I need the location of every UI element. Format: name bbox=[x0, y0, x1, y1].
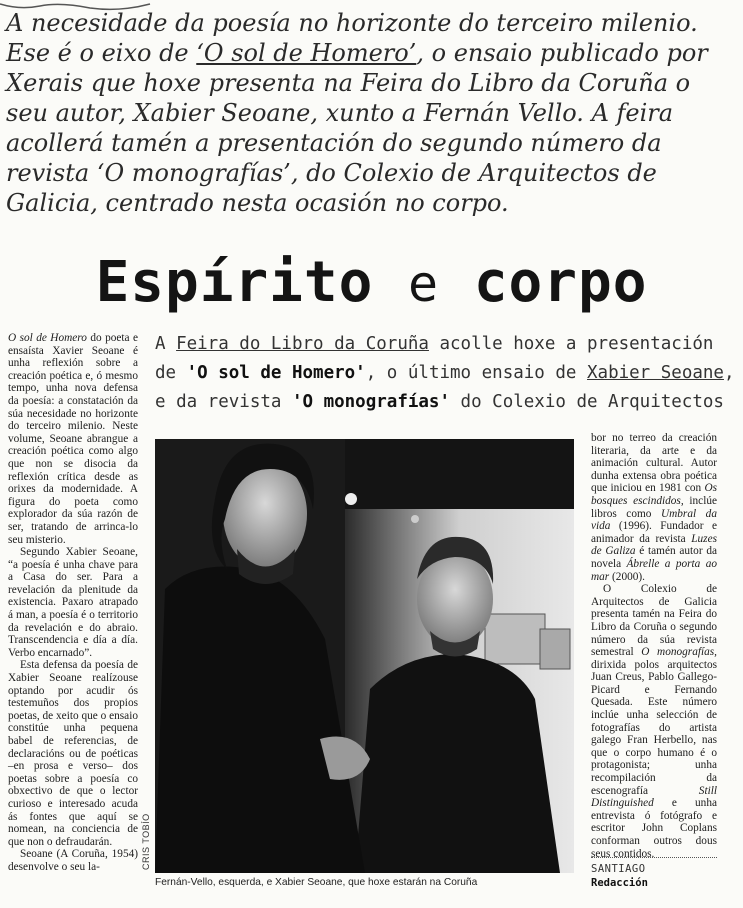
subhead-text: , e da revista bbox=[155, 363, 735, 412]
right-paragraph-1-text: (1996). Fundador e animador da revista bbox=[591, 520, 717, 545]
book-title: Os bosques escindidos, bbox=[591, 482, 717, 507]
intro-text-1: A necesidade da poesía no horizonte do terceiro milenio. Ese é o eixo de bbox=[6, 9, 698, 67]
left-paragraph-2: Segundo Xabier Seoane, “a poesía é unha chave para a Casa do ser. Para a revelación da plenitude da existencia. Paxaro atrapado á man, a poesía é o territorio da revelación e do abraio. Transcendencia e día a día. Verbo encarnado”. bbox=[8, 546, 138, 659]
subhead-link-author: Xabier Seoane bbox=[587, 363, 724, 383]
subhead-text: acolle hoxe a presentación de bbox=[155, 334, 714, 383]
subhead-book-title: 'O sol de Homero' bbox=[186, 363, 366, 383]
article-photo bbox=[155, 439, 574, 873]
right-column bbox=[591, 432, 717, 860]
subheadline bbox=[155, 330, 737, 417]
intro-text-2: , o ensaio publicado por Xerais que hoxe presenta na Feira do Libro da Coruña o seu autor, Xabier Seoane, xunto a Fernán Vello. A feira acollerá tamén a presentación do segundo número da revista ‘O monografías’, do Colexio de Arquitectos de Galicia, centrado nesta ocasión no corpo. bbox=[6, 39, 708, 217]
right-paragraph-2-text: O Colexio de Arquitectos de Galicia presenta tamén na Feira do Libro da Coruña o segundo número da súa revista semestral bbox=[591, 583, 717, 659]
subhead-link-feira: Feira do Libro da Coruña bbox=[176, 334, 429, 354]
left-paragraph-1 bbox=[8, 332, 138, 546]
right-paragraph-1-text: é tamén autor da novela bbox=[591, 545, 717, 570]
right-paragraph-2-text: dirixida polos arquitectos Juan Creus, Pablo Gallego-Picard e Fernando Quesada. Este número inclúe unha selección de fotografías do artista galego Fran Herbello, nas que o corpo humano é o protagonista; unha recompilación da escenografía bbox=[591, 658, 717, 797]
subhead-text: do Colexio de Arquitectos bbox=[450, 392, 724, 412]
headline-word-1: Espírito bbox=[95, 250, 374, 315]
subhead-text: , o último ensaio de bbox=[365, 363, 587, 383]
book-title: Umbral da vida bbox=[591, 507, 717, 533]
scenography-title: Still Distinguished bbox=[591, 784, 717, 810]
left-paragraph-4: Seoane (A Coruña, 1954) desenvolve o seu la- bbox=[8, 848, 138, 873]
headline-word-2: corpo bbox=[473, 250, 648, 315]
book-title: Ábrelle a porta ao mar bbox=[591, 557, 718, 583]
photo-credit: CRIS TOBÍO bbox=[141, 813, 151, 870]
right-paragraph-1-text: bor no terreo da creación literaria, da arte e da animación cultural. Autor dunha extensa obra poética que iniciou en 1981 con bbox=[591, 432, 717, 495]
magazine-title: O monografías, bbox=[641, 646, 717, 659]
intro-paragraph bbox=[6, 8, 732, 218]
byline-desk: Redacción bbox=[591, 877, 648, 889]
headline bbox=[0, 248, 743, 319]
left-paragraph-1-text: do poeta e ensaísta Xavier Seoane é unha reflexión sobre a creación poética e, ó mesmo tempo, unha nova defensa da poesía: a constatación da súa necesidade no horizonte do terceiro milenio. Neste volume, Seoane abrangue a creación poética como algo que non se disocia da reflexión crítica desde as orixes da modernidade. A figura do poeta como explorador da súa razón de ser, tratando de arrinca-lo seu misterio. bbox=[8, 332, 138, 546]
byline-place: SANTIAGO bbox=[591, 863, 646, 875]
book-title: O sol de Homero bbox=[8, 332, 87, 344]
intro-book-title: ‘O sol de Homero’ bbox=[196, 39, 417, 67]
subhead-magazine-title: 'O monografías' bbox=[291, 392, 451, 412]
magazine-title: Luzes de Galiza bbox=[591, 532, 717, 558]
photo-caption: Fernán-Vello, esquerda, e Xabier Seoane, que hoxe estarán na Coruña bbox=[155, 877, 478, 888]
photo-illustration bbox=[155, 439, 574, 873]
headline-conjunction: e bbox=[408, 255, 440, 313]
right-paragraph-1 bbox=[591, 432, 717, 583]
byline-divider bbox=[591, 857, 717, 858]
left-paragraph-3: Esta defensa da poesía de Xabier Seoane realízouse optando por acudir ós testemuños dos propios poetas, de xeito que o ensaio constitúe unha pequena babel de referencias, de declaracións ou de poéticas –en prosa e verso– dos poetas sobre a poesía co obxectivo de que o lector curioso e interesado acuda ás fontes que aquí se nomean, na conciencia de que non o defraudarán. bbox=[8, 659, 138, 848]
right-paragraph-2-text: e unha entrevista ó fotógrafo e escritor John Coplans conforman outros dous seus contidos. bbox=[591, 797, 717, 860]
right-paragraph-2 bbox=[591, 583, 717, 860]
subhead-text: A bbox=[155, 334, 177, 354]
right-paragraph-1-text: (2000). bbox=[609, 570, 645, 583]
left-column bbox=[8, 332, 138, 874]
right-paragraph-1-text: inclúe libros como bbox=[591, 494, 717, 520]
